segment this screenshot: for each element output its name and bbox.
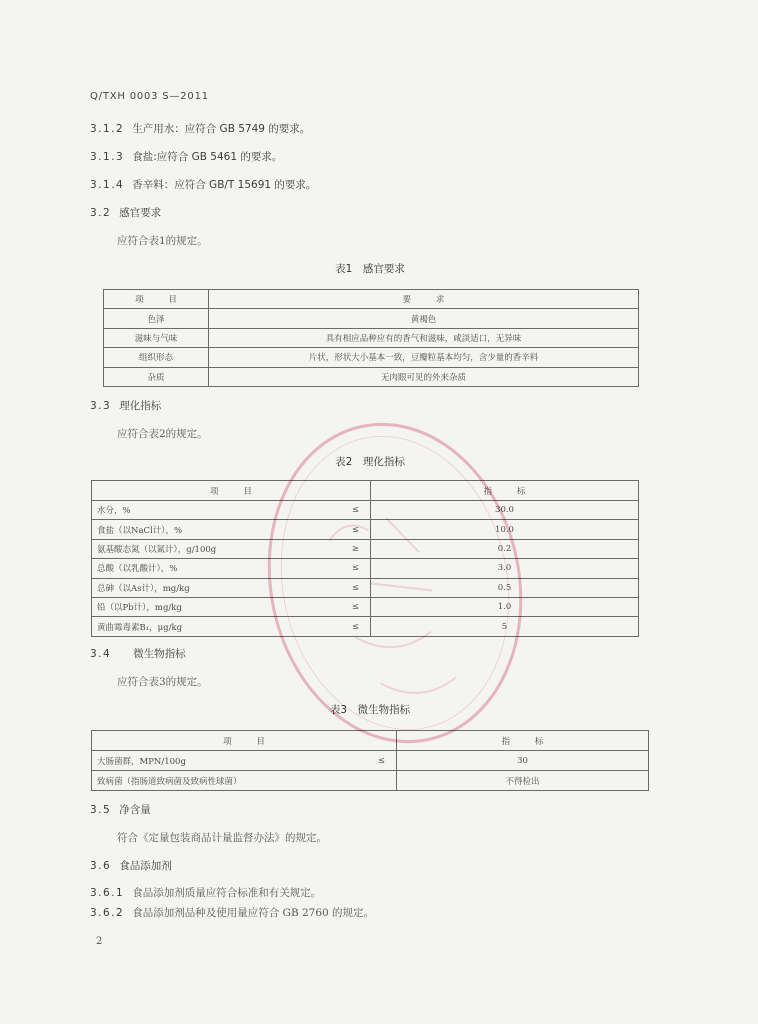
comparison-sign: ≤ [377, 755, 385, 766]
table-cell-item: 色泽 [104, 309, 209, 328]
table-cell-item: 杂质 [104, 367, 209, 386]
clause-text: 食品添加剂 [119, 860, 172, 872]
table-cell-value: 30.0 [371, 501, 639, 520]
column-header: 项 目 [92, 731, 397, 751]
physicochemical-indicators-table [91, 480, 639, 637]
comparison-sign: ≤ [351, 563, 359, 574]
clause-3-4-heading [90, 647, 186, 661]
comparison-sign: ≤ [351, 602, 359, 613]
clause-text: 理化指标 [119, 400, 162, 412]
clause-text: 生产用水：应符合 GB 5749 的要求。 [132, 123, 311, 135]
clause-number: 3.6 [90, 860, 112, 872]
comparison-sign: ≤ [351, 524, 359, 535]
table-cell-item: 总酸（以乳酸计），% [97, 564, 178, 575]
clause-3-6-1 [90, 886, 321, 900]
table2-title: 表2 理化指标 [335, 456, 405, 468]
table-row [104, 348, 639, 367]
column-header: 要 求 [209, 290, 639, 309]
table-row [104, 309, 639, 328]
table-row [92, 501, 639, 520]
column-header: 项 目 [104, 290, 209, 309]
comparison-sign: ≤ [351, 582, 359, 593]
table-row [104, 367, 639, 386]
table-row [104, 328, 639, 347]
clause-3-2-body: 应符合表1的规定。 [117, 235, 208, 247]
clause-3-5-body: 符合《定量包装商品计量监督办法》的规定。 [117, 832, 327, 844]
table-header-row [104, 290, 639, 309]
clause-number: 3.1.4 [90, 179, 125, 191]
table-row [92, 539, 639, 558]
table-row [92, 597, 639, 616]
clause-3-5-heading [90, 803, 151, 817]
table-cell-value: 1.0 [371, 597, 639, 616]
clause-3-6-heading [90, 859, 172, 873]
clause-number: 3.6.2 [90, 907, 125, 919]
clause-text: 微生物指标 [133, 648, 186, 660]
clause-text: 香辛料：应符合 GB/T 15691 的要求。 [132, 179, 317, 191]
table-cell-item: 铅（以Pb计），mg/kg [97, 603, 182, 614]
comparison-sign: ≥ [351, 543, 359, 554]
table-cell-item: 总砷（以As计），mg/kg [97, 583, 190, 594]
table-cell-value: 0.2 [371, 539, 639, 558]
table-cell-item: 水分，% [97, 506, 131, 517]
clause-3-4-body: 应符合表3的规定。 [117, 676, 208, 688]
clause-number: 3.5 [90, 804, 112, 816]
table1-title: 表1 感官要求 [335, 263, 405, 275]
table-cell-item: 黄曲霉毒素B₁，μg/kg [97, 622, 183, 633]
clause-3-3-body: 应符合表2的规定。 [117, 428, 208, 440]
table-header-row [92, 731, 649, 751]
table-cell-item: 组织形态 [104, 348, 209, 367]
table-cell-value: 不得检出 [397, 771, 649, 791]
clause-3-2-heading [90, 206, 161, 220]
clause-3-3-heading [90, 399, 161, 413]
comparison-sign: ≤ [351, 505, 359, 516]
table-row [92, 751, 649, 771]
table-row [92, 520, 639, 539]
clause-3-6-2 [90, 906, 374, 920]
clause-3-1-4 [90, 178, 316, 192]
microbiological-indicators-table [91, 730, 649, 791]
table-row [92, 617, 639, 636]
clause-number: 3.1.2 [90, 123, 125, 135]
clause-text: 感官要求 [119, 207, 162, 219]
clause-number: 3.2 [90, 207, 112, 219]
page-number: 2 [96, 936, 103, 947]
clause-text: 食盐:应符合 GB 5461 的要求。 [132, 151, 283, 163]
table-row [92, 559, 639, 578]
clause-number: 3.6.1 [90, 887, 125, 899]
table-header-row [92, 481, 639, 501]
table-cell-item: 致病菌（指肠道致病菌及致病性球菌） [97, 776, 242, 787]
table-cell-value: 30 [397, 751, 649, 771]
table-cell-requirement: 片状，形状大小基本一致，豆瓣粒基本均匀，含少量的香辛料 [209, 348, 639, 367]
table-cell-item: 大肠菌群，MPN/100g [97, 756, 186, 767]
table-cell-item: 滋味与气味 [104, 328, 209, 347]
column-header: 指 标 [397, 731, 649, 751]
table3-title: 表3 微生物指标 [329, 704, 411, 716]
clause-text: 食品添加剂品种及使用量应符合 GB 2760 的规定。 [132, 907, 375, 919]
table-cell-value: 5 [371, 617, 639, 636]
table-cell-value: 10.0 [371, 520, 639, 539]
clause-number: 3.4 [90, 648, 112, 660]
clause-number: 3.3 [90, 400, 112, 412]
table-row [92, 578, 639, 597]
standard-code-header: Q/TXH 0003 S—2011 [90, 91, 209, 102]
table-cell-item: 氨基酸态氮（以氮计），g/100g [97, 544, 217, 555]
clause-text: 食品添加剂质量应符合标准和有关规定。 [132, 887, 322, 899]
clause-number: 3.1.3 [90, 151, 125, 163]
sensory-requirements-table [103, 289, 639, 387]
comparison-sign: ≤ [351, 621, 359, 632]
table-cell-requirement: 黄褐色 [209, 309, 639, 328]
table-cell-value: 3.0 [371, 559, 639, 578]
table-row [92, 771, 649, 791]
clause-3-1-3 [90, 150, 282, 164]
table-cell-requirement: 无肉眼可见的外来杂质 [209, 367, 639, 386]
table-cell-value: 0.5 [371, 578, 639, 597]
table-cell-requirement: 具有相应品种应有的香气和滋味，咸淡适口，无异味 [209, 328, 639, 347]
column-header: 指 标 [371, 481, 639, 501]
clause-text: 净含量 [119, 804, 151, 816]
column-header: 项 目 [92, 481, 371, 501]
table-cell-item: 食盐（以NaCl计），% [97, 525, 183, 536]
clause-3-1-2 [90, 122, 310, 136]
